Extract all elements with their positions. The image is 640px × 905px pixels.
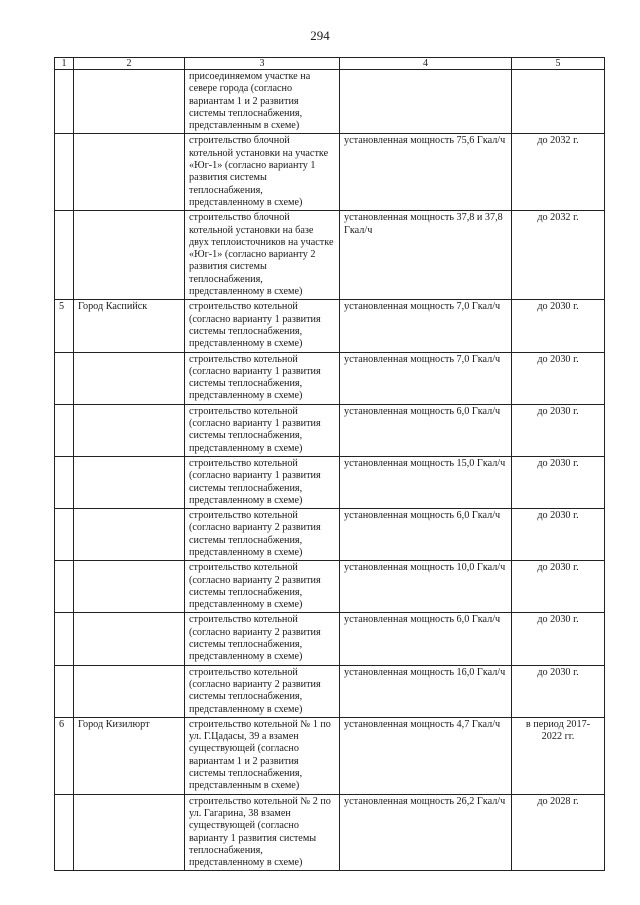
table-row [55,352,605,404]
term-cell: до 2030 г. [512,509,605,561]
city-cell [74,456,185,508]
city-cell [74,561,185,613]
term-cell: до 2032 г. [512,134,605,211]
row-number-cell [55,70,74,134]
term-cell [512,70,605,134]
row-number-cell [55,211,74,300]
column-header: 5 [512,58,605,70]
capacity-cell: установленная мощность 7,0 Гкал/ч [340,300,512,352]
table-row [55,300,605,352]
table-row [55,456,605,508]
table-row [55,211,605,300]
description-cell: строительство блочной котельной установки на базе двух теплоисточников на участке «Юг-1» (согласно варианту 2 развития системы теплоснабжения, представленному в схеме) [185,211,340,300]
term-cell: до 2030 г. [512,404,605,456]
description-cell: строительство котельной (согласно варианту 2 развития системы теплоснабжения, представленному в схеме) [185,665,340,717]
column-header: 3 [185,58,340,70]
capacity-cell: установленная мощность 16,0 Гкал/ч [340,665,512,717]
capacity-cell: установленная мощность 15,0 Гкал/ч [340,456,512,508]
city-cell [74,404,185,456]
term-cell: до 2032 г. [512,211,605,300]
table-row [55,561,605,613]
description-cell: строительство котельной (согласно варианту 1 развития системы теплоснабжения, представленному в схеме) [185,300,340,352]
column-header: 1 [55,58,74,70]
description-cell: строительство котельной (согласно варианту 1 развития системы теплоснабжения, представленному в схеме) [185,352,340,404]
capacity-cell: установленная мощность 4,7 Гкал/ч [340,717,512,794]
city-cell [74,134,185,211]
row-number-cell [55,665,74,717]
term-cell: до 2030 г. [512,352,605,404]
description-cell: строительство котельной (согласно варианту 2 развития системы теплоснабжения, представленному в схеме) [185,509,340,561]
table-row [55,404,605,456]
city-cell: Город Каспийск [74,300,185,352]
table-row [55,509,605,561]
column-header: 2 [74,58,185,70]
table-row [55,613,605,665]
city-cell [74,665,185,717]
term-cell: до 2030 г. [512,665,605,717]
description-cell: строительство котельной № 2 по ул. Гагарина, 38 взамен существующей (согласно варианту 1 развития системы теплоснабжения, представленному в схеме) [185,794,340,871]
description-cell: строительство котельной № 1 по ул. Г.Цадасы, 39 а взамен существующей (согласно вариантам 1 и 2 развития системы теплоснабжения, представленным в схеме) [185,717,340,794]
term-cell: до 2030 г. [512,300,605,352]
row-number-cell [55,794,74,871]
table-row [55,665,605,717]
row-number-cell [55,561,74,613]
capacity-cell: установленная мощность 7,0 Гкал/ч [340,352,512,404]
row-number-cell [55,404,74,456]
row-number-cell: 5 [55,300,74,352]
city-cell [74,794,185,871]
capacity-table [54,57,605,871]
capacity-cell: установленная мощность 10,0 Гкал/ч [340,561,512,613]
row-number-cell [55,134,74,211]
term-cell: до 2030 г. [512,613,605,665]
description-cell: строительство котельной (согласно варианту 2 развития системы теплоснабжения, представленному в схеме) [185,613,340,665]
row-number-cell [55,456,74,508]
capacity-cell: установленная мощность 6,0 Гкал/ч [340,509,512,561]
city-cell [74,211,185,300]
row-number-cell [55,509,74,561]
capacity-cell: установленная мощность 6,0 Гкал/ч [340,404,512,456]
capacity-cell: установленная мощность 26,2 Гкал/ч [340,794,512,871]
page-number: 294 [310,28,330,43]
table-row [55,134,605,211]
city-cell [74,613,185,665]
term-cell: до 2028 г. [512,794,605,871]
term-cell: в период 2017-2022 гг. [512,717,605,794]
description-cell: строительство котельной (согласно варианту 2 развития системы теплоснабжения, представленному в схеме) [185,561,340,613]
row-number-cell: 6 [55,717,74,794]
table-row [55,794,605,871]
capacity-cell: установленная мощность 37,8 и 37,8 Гкал/ч [340,211,512,300]
city-cell [74,352,185,404]
description-cell: строительство котельной (согласно варианту 1 развития системы теплоснабжения, представленному в схеме) [185,404,340,456]
column-header: 4 [340,58,512,70]
capacity-cell: установленная мощность 6,0 Гкал/ч [340,613,512,665]
capacity-cell: установленная мощность 75,6 Гкал/ч [340,134,512,211]
description-cell: присоединяемом участке на севере города (согласно вариантам 1 и 2 развития системы теплоснабжения, представленным в схеме) [185,70,340,134]
term-cell: до 2030 г. [512,561,605,613]
table-header-row [55,58,605,70]
table-row [55,717,605,794]
city-cell [74,509,185,561]
term-cell: до 2030 г. [512,456,605,508]
city-cell [74,70,185,134]
row-number-cell [55,352,74,404]
description-cell: строительство котельной (согласно варианту 1 развития системы теплоснабжения, представленному в схеме) [185,456,340,508]
capacity-cell [340,70,512,134]
city-cell: Город Кизилюрт [74,717,185,794]
description-cell: строительство блочной котельной установки на участке «Юг-1» (согласно варианту 1 развития системы теплоснабжения, представленному в схеме) [185,134,340,211]
row-number-cell [55,613,74,665]
table-row [55,70,605,134]
